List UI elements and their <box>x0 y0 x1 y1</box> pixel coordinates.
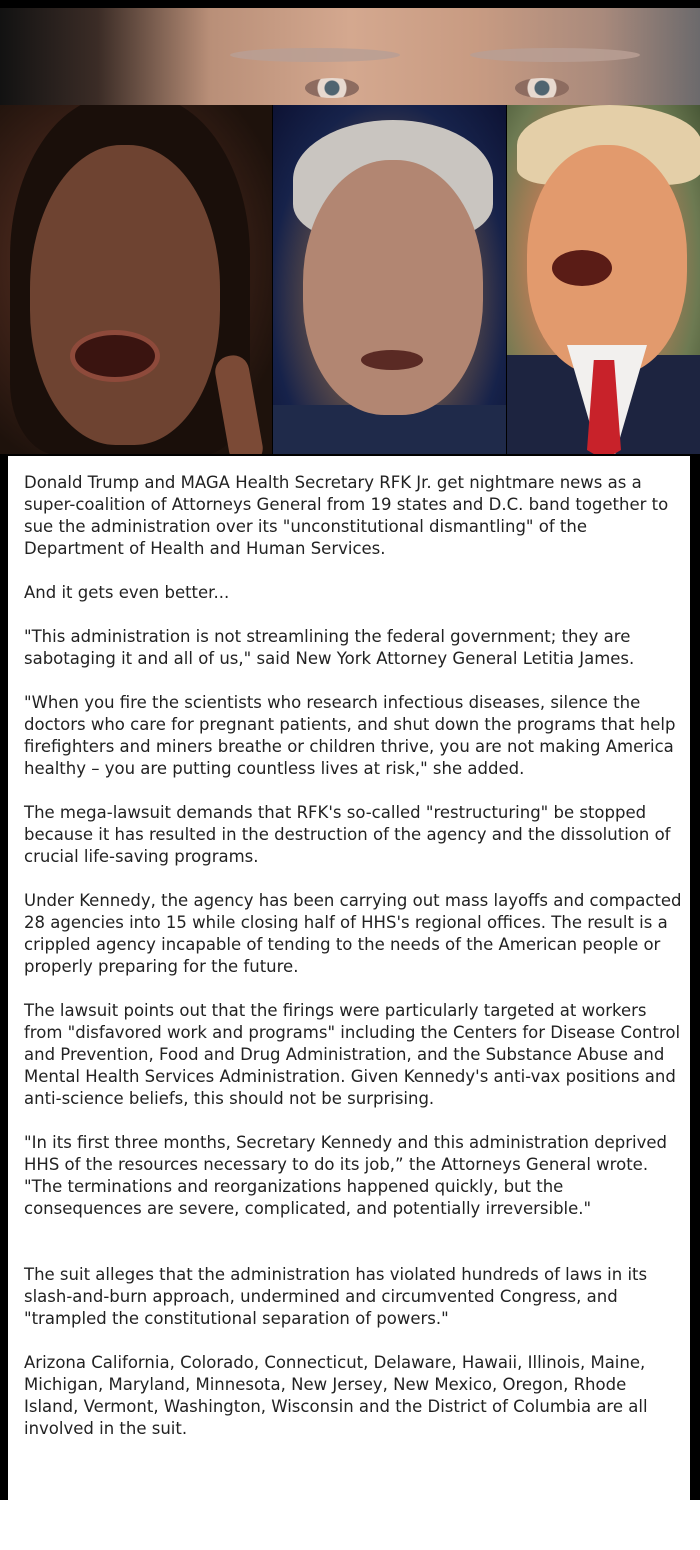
mouth <box>70 330 160 382</box>
banner-photo <box>0 8 700 105</box>
portrait-photo-letitia-james <box>0 105 272 454</box>
paragraph-allegations: The suit alleges that the administration has violated hundreds of laws in its slash-and-burn approach, undermined and circumvented Congress, and "trampled the constitutional separation of powers." <box>24 1265 648 1328</box>
paragraph-layoffs: Under Kennedy, the agency has been carrying out mass layoffs and compacted 28 agencies into 15 while closing half of HHS's regional offices. The result is a crippled agency incapable of tending to the needs of the American people or properly preparing for the future. <box>24 891 682 976</box>
portrait-photo-rfk-jr <box>273 105 506 454</box>
paragraph-ag-statement: "In its first three months, Secretary Kennedy and this administration deprived HHS of the resources necessary to do its job,” the Attorneys General wrote. "The terminations and reorganizations happened quickly, but the consequences are severe, complicated, and potentially irreversible." <box>24 1133 668 1218</box>
article-body <box>8 456 690 1500</box>
paragraph-lawsuit-demands: The mega-lawsuit demands that RFK's so-called "restructuring" be stopped because it has resulted in the destruction of the agency and the dissolution of crucial life-saving programs. <box>24 803 671 866</box>
paragraph-james-quote: "This administration is not streamlining the federal government; they are sabotaging it and all of us," said New York Attorney General Letitia James. <box>24 627 635 668</box>
brow-right <box>470 48 640 62</box>
face <box>303 160 483 415</box>
brow-left <box>230 48 400 62</box>
paragraph-targeted-firings: The lawsuit points out that the firings were particularly targeted at workers from "disfavored work and programs" including the Centers for Disease Control and Prevention, Food and Drug Administration, and the Substance Abuse and Mental Health Services Administration. Given Kennedy's anti-vax positions and anti-science beliefs, this should not be surprising. <box>24 1001 681 1108</box>
mouth <box>552 250 612 286</box>
paragraph-teaser: And it gets even better... <box>24 583 230 602</box>
eye-right <box>515 78 569 98</box>
mouth <box>361 350 423 370</box>
paragraph-states-list: Arizona California, Colorado, Connecticut, Delaware, Hawaii, Illinois, Maine, Michigan, Maryland, Minnesota, New Jersey, New Mexico, Oregon, Rhode Island, Vermont, Washington, Wisconsin and the District of Columbia are all involved in the suit. <box>24 1353 648 1438</box>
paragraph-james-quote-2: "When you fire the scientists who research infectious diseases, silence the doctors who care for pregnant patients, and shut down the programs that help firefighters and miners breathe or children thrive, you are not making America healthy – you are putting countless lives at risk," she added. <box>24 693 676 778</box>
paragraph-intro: Donald Trump and MAGA Health Secretary RFK Jr. get nightmare news as a super-coalition of Attorneys General from 19 states and D.C. band together to sue the administration over its "unconstitutional dismantling" of the Department of Health and Human Services. <box>24 473 669 558</box>
portrait-photo-trump <box>507 105 700 454</box>
face <box>30 145 220 445</box>
eye-left <box>305 78 359 98</box>
